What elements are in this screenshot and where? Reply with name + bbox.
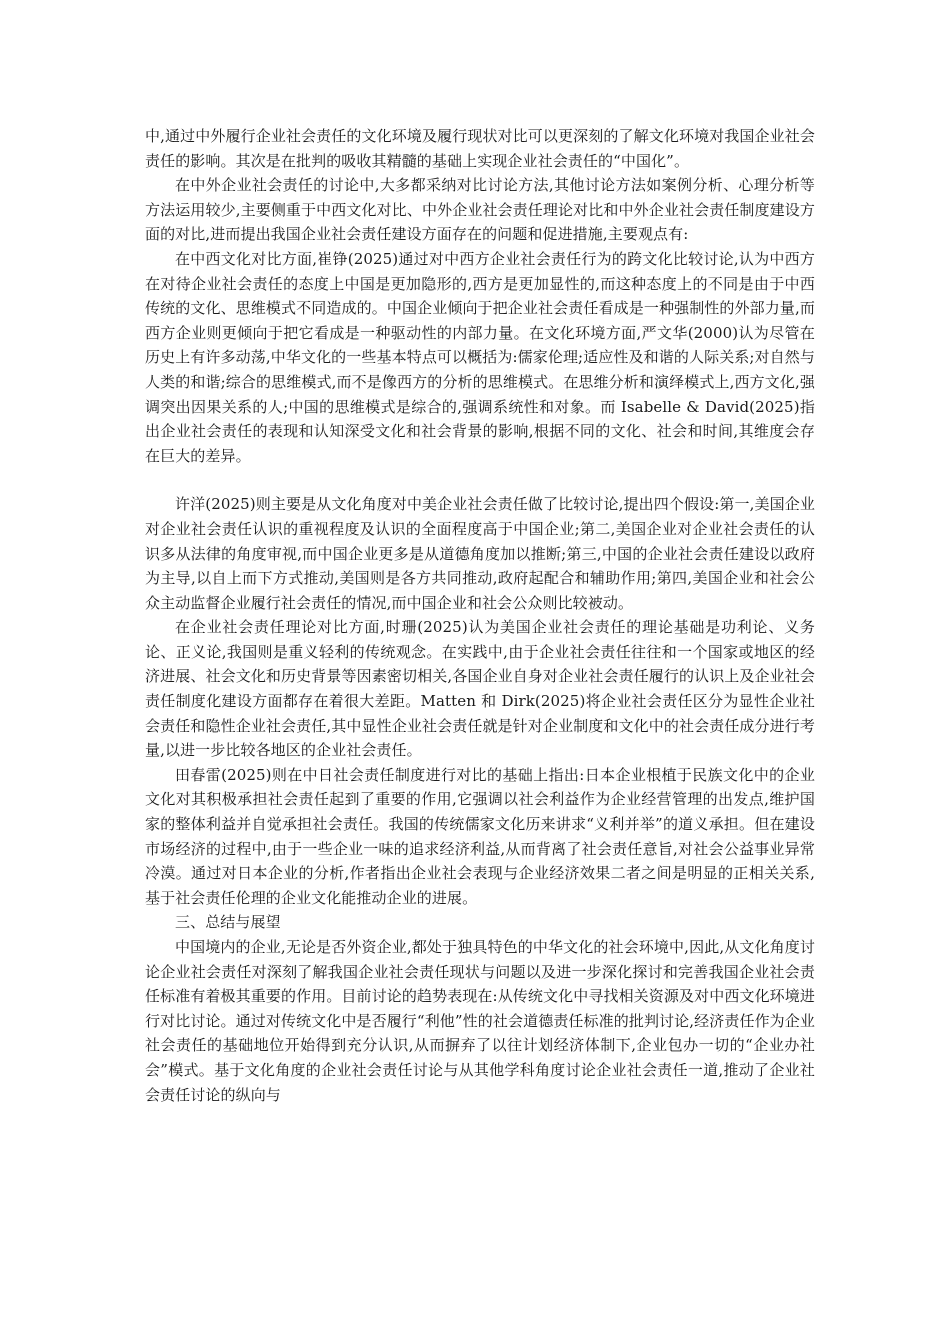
section-heading-summary: 三、总结与展望 [175, 913, 281, 932]
paragraph-xu-yang: 许洋(2025)则主要是从文化角度对中美企业社会责任做了比较讨论,提出四个假设:第一,美国企业对企业社会责任认识的重视程度及认识的全面程度高于中国企业;第二,美国企业对企业社会责任的认识多从法律的角度审视,而中国企业更多是从道德角度加以推断;第三,中国的企业社会责任建设以政府为主导,以自上而下方式推动,美国则是各方共同推动,政府起配合和辅助作用;第四,美国企业和社会公众主动监督企业履行社会责任的情况,而中国企业和社会公众则比较被动。 [145, 495, 815, 612]
paragraph-summary: 中国境内的企业,无论是否外资企业,都处于独具特色的中华文化的社会环境中,因此,从文化角度讨论企业社会责任对深刻了解我国企业社会责任现状与问题以及进一步深化探讨和完善我国企业社会责任标准有着极其重要的作用。目前讨论的趋势表现在:从传统文化中寻找相关资源及对中西文化环境进行对比讨论。通过对传统文化中是否履行“利他”性的社会道德责任标准的批判讨论,经济责任作为企业社会责任的基础地位开始得到充分认识,从而摒弃了以往计划经济体制下,企业包办一切的“企业办社会”模式。基于文化角度的企业社会责任讨论与从其他学科角度讨论企业社会责任一道,推动了企业社会责任讨论的纵向与 [145, 938, 815, 1104]
paragraph-research-methods: 在中外企业社会责任的讨论中,大多都采纳对比讨论方法,其他讨论方法如案例分析、心理分析等方法运用较少,主要侧重于中西文化对比、中外企业社会责任理论对比和中外企业社会责任制度建设方面的对比,进而提出我国企业社会责任建设方面存在的问题和促进措施,主要观点有: [145, 176, 815, 244]
paragraph-tian-chunlei: 田春雷(2025)则在中日社会责任制度进行对比的基础上指出:日本企业根植于民族文化中的企业文化对其积极承担社会责任起到了重要的作用,它强调以社会利益作为企业经营管理的出发点,维护国家的整体利益并自觉承担社会责任。我国的传统儒家文化历来讲求“义利并举”的道义承担。但在建设市场经济的过程中,由于一些企业一味的追求经济利益,从而背离了社会责任意旨,对社会公益事业异常冷漠。通过对日本企业的分析,作者指出企业社会表现与企业经济效果二者之间是明显的正相关关系,基于社会责任伦理的企业文化能推动企业的进展。 [145, 765, 815, 907]
paragraph-gap [145, 468, 815, 492]
paragraph-theory-comparison: 在企业社会责任理论对比方面,时珊(2025)认为美国企业社会责任的理论基础是功利论、义务论、正义论,我国则是重义轻利的传统观念。在实践中,由于企业社会责任往往和一个国家或地区的经济进展、社会文化和历史背景等因素密切相关,各国企业自身对企业社会责任履行的认识上及企业社会责任制度化建设方面都存在着很大差距。Matten 和 Dirk(2025)将企业社会责任区分为显性企业社会责任和隐性企业社会责任,其中显性企业社会责任就是针对企业制度和文化中的社会责任成分进行考量,以进一步比较各地区的企业社会责任。 [145, 618, 815, 760]
document-body [145, 124, 815, 1107]
paragraph-continuation: 中,通过中外履行企业社会责任的文化环境及履行现状对比可以更深刻的了解文化环境对我国企业社会责任的影响。其次是在批判的吸收其精髓的基础上实现企业社会责任的“中国化”。 [145, 127, 815, 170]
paragraph-culture-comparison: 在中西文化对比方面,崔铮(2025)通过对中西方企业社会责任行为的跨文化比较讨论,认为中西方在对待企业社会责任的态度上中国是更加隐形的,西方是更加显性的,而这种态度上的不同是由于中西传统的文化、思维模式不同造成的。中国企业倾向于把企业社会责任看成是一种强制性的外部力量,而西方企业则更倾向于把它看成是一种驱动性的内部力量。在文化环境方面,严文华(2000)认为尽管在历史上有许多动荡,中华文化的一些基本特点可以概括为:儒家伦理;适应性及和谐的人际关系;对自然与人类的和谐;综合的思维模式,而不是像西方的分析的思维模式。在思维分析和演绎模式上,西方文化,强调突出因果关系的人;中国的思维模式是综合的,强调系统性和对象。而 Isabelle & David(2025)指出企业社会责任的表现和认知深受文化和社会背景的影响,根据不同的文化、社会和时间,其维度会存在巨大的差异。 [145, 249, 815, 465]
